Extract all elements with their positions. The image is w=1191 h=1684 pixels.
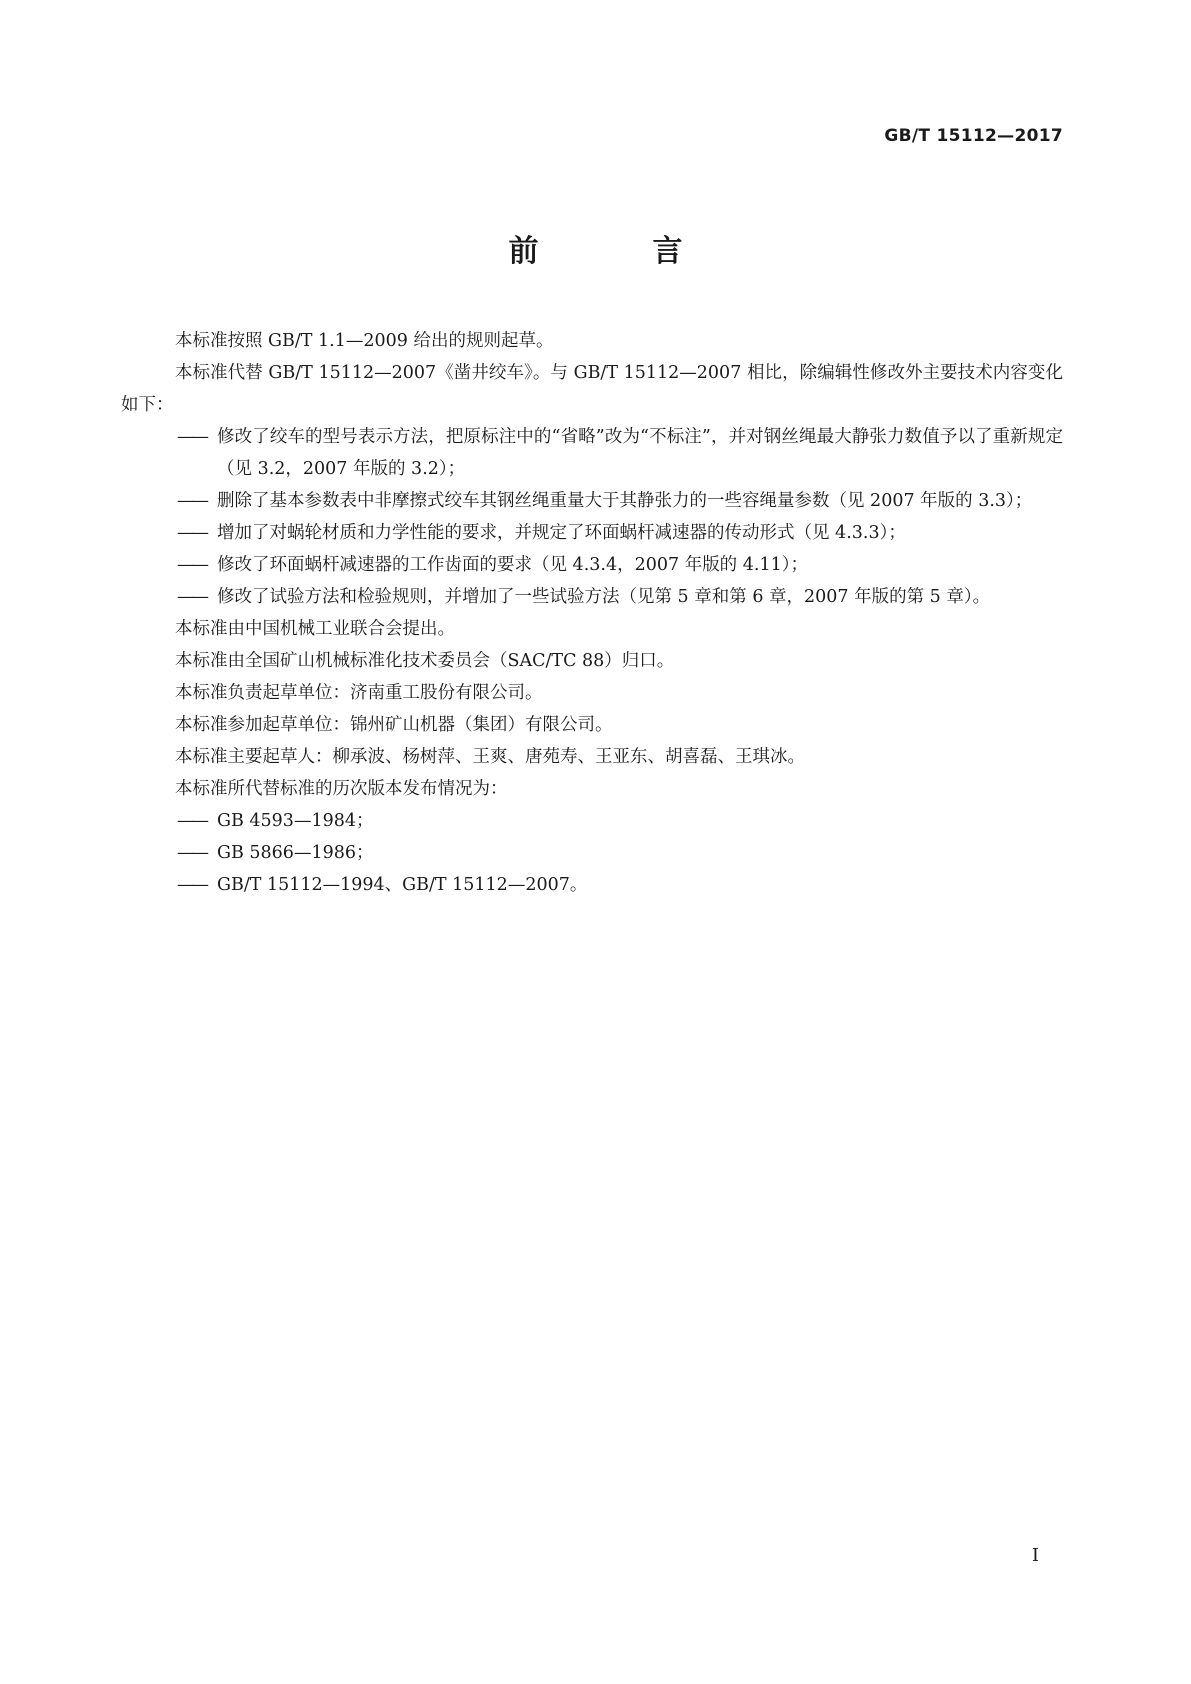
paragraph-drafting-rules: 本标准按照 GB/T 1.1—2009 给出的规则起草。 bbox=[175, 331, 554, 351]
change-item bbox=[121, 517, 1063, 549]
history-item-text: GB 4593—1984； bbox=[217, 811, 374, 831]
dash-marker: —— bbox=[177, 875, 206, 895]
document-body bbox=[121, 325, 1063, 901]
history-item bbox=[121, 805, 1063, 837]
dash-marker: —— bbox=[177, 491, 206, 511]
dash-marker: —— bbox=[177, 555, 206, 575]
history-item-text: GB 5866—1986； bbox=[217, 843, 374, 863]
change-item-text: 删除了基本参数表中非摩擦式绞车其钢丝绳重量大于其静张力的一些容绳量参数（见 2007 年版的 3.3）； bbox=[217, 491, 1033, 511]
paragraph-responsible-unit: 本标准负责起草单位：济南重工股份有限公司。 bbox=[175, 683, 543, 703]
history-item-text: GB/T 15112—1994、GB/T 15112—2007。 bbox=[217, 875, 588, 895]
change-item-text: 修改了试验方法和检验规则，并增加了一些试验方法（见第 5 章和第 6 章，2007 年版的第 5 章）。 bbox=[217, 587, 991, 607]
change-item bbox=[121, 421, 1063, 485]
standard-code: GB/T 15112—2017 bbox=[884, 126, 1063, 146]
dash-marker: —— bbox=[177, 587, 206, 607]
paragraph-history-intro: 本标准所代替标准的历次版本发布情况为： bbox=[175, 779, 508, 799]
change-item-text: 增加了对蜗轮材质和力学性能的要求，并规定了环面蜗杆减速器的传动形式（见 4.3.3）； bbox=[217, 523, 906, 543]
change-item bbox=[121, 485, 1063, 517]
change-item-text: 修改了环面蜗杆减速器的工作齿面的要求（见 4.3.4，2007 年版的 4.11）； bbox=[217, 555, 808, 575]
change-item-text: 修改了绞车的型号表示方法，把原标注中的“省略”改为“不标注”，并对钢丝绳最大静张力数值予以了重新规定（见 3.2，2007 年版的 3.2）； bbox=[217, 427, 1063, 479]
paragraph-committee: 本标准由全国矿山机械标准化技术委员会（SAC/TC 88）归口。 bbox=[175, 651, 675, 671]
page-title: 前 言 bbox=[508, 234, 725, 269]
page-number: I bbox=[1031, 1545, 1039, 1566]
paragraph-participating-unit: 本标准参加起草单位：锦州矿山机器（集团）有限公司。 bbox=[175, 715, 613, 735]
paragraph-proposer: 本标准由中国机械工业联合会提出。 bbox=[175, 619, 455, 639]
dash-marker: —— bbox=[177, 427, 206, 447]
paragraph-replacement: 本标准代替 GB/T 15112—2007《凿井绞车》。与 GB/T 15112—2007 相比，除编辑性修改外主要技术内容变化如下： bbox=[121, 363, 1063, 415]
history-item bbox=[121, 837, 1063, 869]
history-item bbox=[121, 869, 1063, 901]
paragraph-drafters: 本标准主要起草人：柳承波、杨树萍、王爽、唐苑寿、王亚东、胡喜磊、王琪冰。 bbox=[175, 747, 805, 767]
dash-marker: —— bbox=[177, 811, 206, 831]
change-item bbox=[121, 549, 1063, 581]
dash-marker: —— bbox=[177, 843, 206, 863]
dash-marker: —— bbox=[177, 523, 206, 543]
change-item bbox=[121, 581, 1063, 613]
